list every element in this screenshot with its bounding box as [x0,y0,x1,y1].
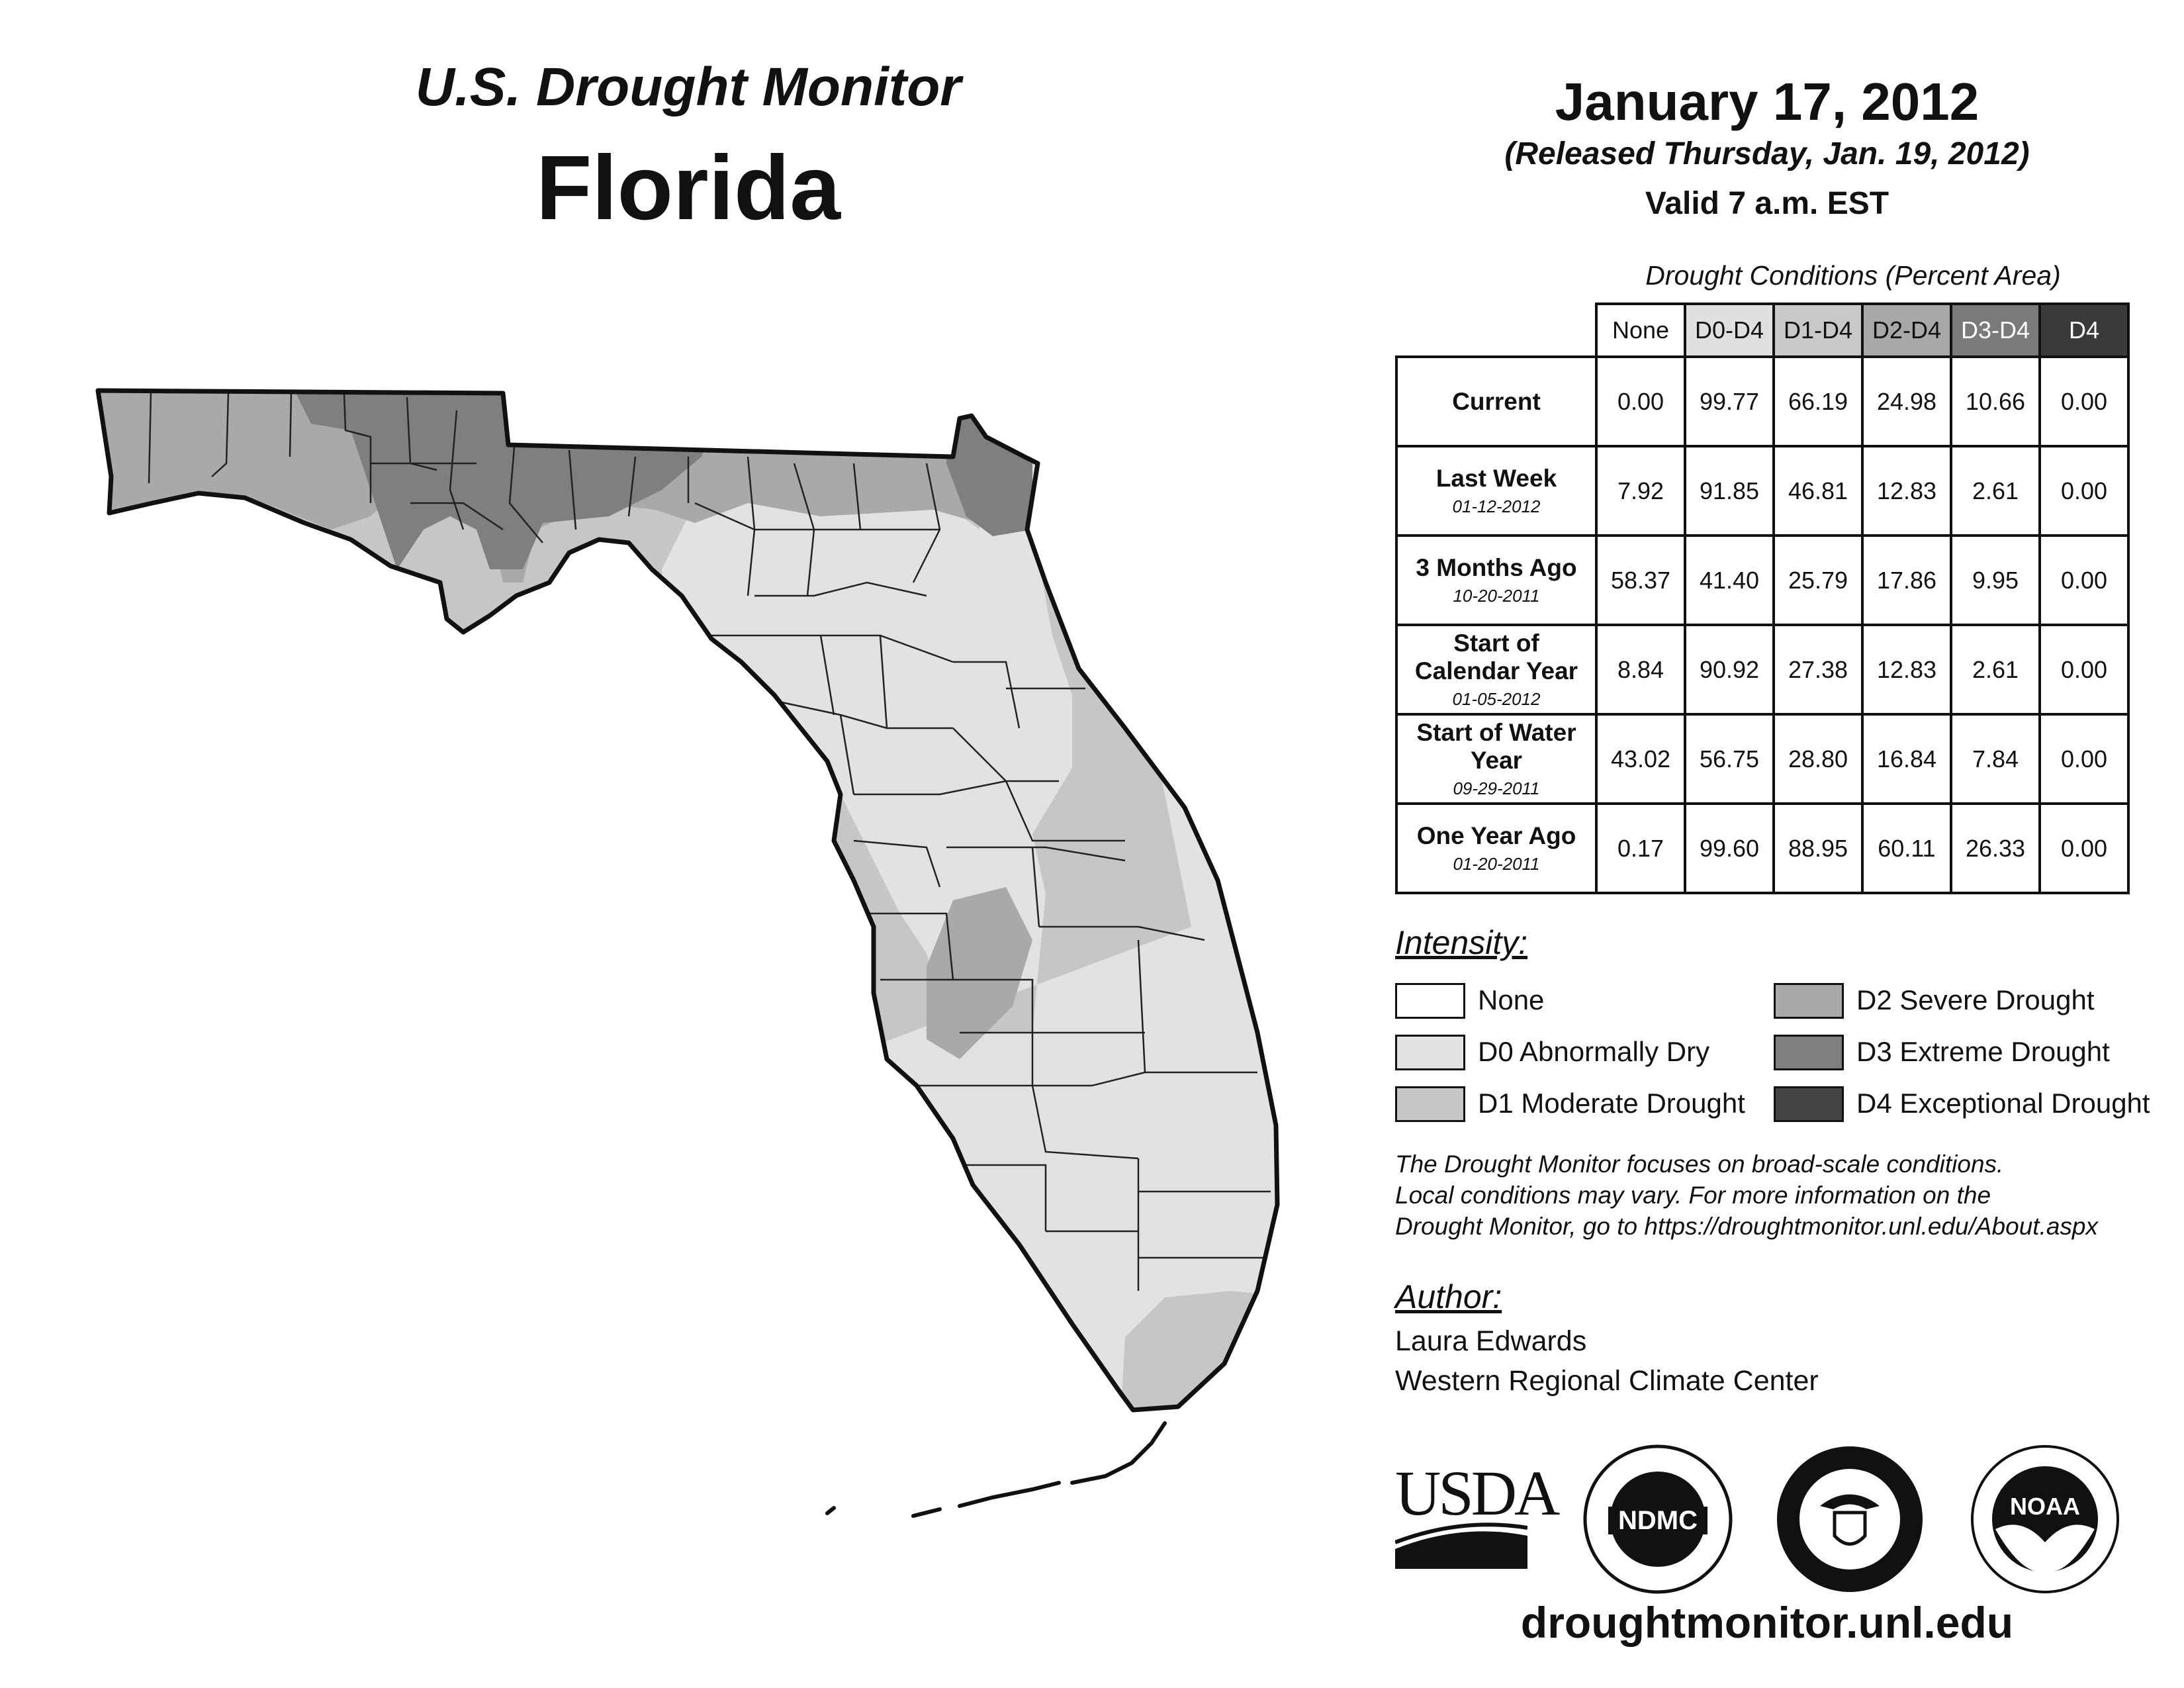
ndmc-logo [1582,1443,1734,1595]
legend-label: D1 Moderate Drought [1478,1088,1745,1119]
note-line-3: Drought Monitor, go to https://droughtmonitor.unl.edu/About.aspx [1395,1213,2098,1240]
legend-swatch [1774,983,1844,1019]
author-name: Laura Edwards [1395,1325,1587,1357]
column-header-0: None [1596,304,1685,357]
value-cell: 99.60 [1685,804,1774,893]
column-header-5: D4 [2040,304,2128,357]
value-cell: 41.40 [1685,536,1774,625]
value-cell: 56.75 [1685,714,1774,804]
value-cell: 7.92 [1596,446,1685,536]
value-cell: 12.83 [1862,446,1951,536]
legend-label: D2 Severe Drought [1856,984,2095,1015]
value-cell: 17.86 [1862,536,1951,625]
value-cell: 0.00 [2040,446,2128,536]
commerce-seal [1774,1443,1926,1595]
row-label: Start of Water Year [1416,719,1576,774]
value-cell: 0.00 [2040,357,2128,446]
table-row [1396,446,2128,536]
value-cell: 8.84 [1596,625,1685,714]
table-row [1396,536,2128,625]
note-line-2: Local conditions may vary. For more information on the [1395,1182,1991,1209]
noaa-logo-text: NOAA [2010,1493,2080,1520]
row-date: 10-20-2011 [1453,586,1540,606]
info-note [1395,1149,2176,1242]
value-cell: 12.83 [1862,625,1951,714]
value-cell: 27.38 [1774,625,1862,714]
value-cell: 10.66 [1951,357,2040,446]
value-cell: 66.19 [1774,357,1862,446]
value-cell: 0.00 [2040,714,2128,804]
value-cell: 88.95 [1774,804,1862,893]
legend-title: Intensity: [1395,924,1528,961]
legend-swatch [1774,1035,1844,1070]
value-cell: 24.98 [1862,357,1951,446]
note-line-1: The Drought Monitor focuses on broad-scale conditions. [1395,1150,2004,1178]
legend-swatch [1395,1086,1465,1122]
florida-keys [827,1423,1165,1516]
product-title: U.S. Drought Monitor [415,57,962,117]
table-row [1396,714,2128,804]
row-date: 01-20-2011 [1453,854,1540,874]
legend-label: D3 Extreme Drought [1856,1036,2110,1067]
value-cell: 43.02 [1596,714,1685,804]
legend-swatch [1395,983,1465,1019]
ndmc-logo-text: NDMC [1618,1506,1698,1535]
value-cell: 0.17 [1596,804,1685,893]
value-cell: 7.84 [1951,714,2040,804]
value-cell: 46.81 [1774,446,1862,536]
value-cell: 99.77 [1685,357,1774,446]
noaa-logo [1969,1443,2121,1595]
row-label-cell [1396,536,1596,625]
legend-swatch [1774,1086,1844,1122]
table-row [1396,625,2128,714]
valid-time: Valid 7 a.m. EST [1645,186,1889,221]
value-cell: 9.95 [1951,536,2040,625]
column-header-4: D3-D4 [1951,304,2040,357]
legend-label: None [1478,984,1545,1015]
value-cell: 90.92 [1685,625,1774,714]
table-corner [1396,304,1596,357]
author-organization: Western Regional Climate Center [1395,1365,1819,1397]
column-header-1: D0-D4 [1685,304,1774,357]
map-date: January 17, 2012 [1555,72,1979,131]
row-label: Start of Calendar Year [1414,630,1578,684]
row-label: Last Week [1435,465,1557,492]
value-cell: 2.61 [1951,625,2040,714]
row-label-cell [1396,625,1596,714]
value-cell: 2.61 [1951,446,2040,536]
value-cell: 0.00 [1596,357,1685,446]
column-header-2: D1-D4 [1774,304,1862,357]
usda-logo-swoosh [1395,1523,1527,1569]
row-date: 09-29-2011 [1453,778,1540,798]
value-cell: 25.79 [1774,536,1862,625]
value-cell: 0.00 [2040,536,2128,625]
value-cell: 28.80 [1774,714,1862,804]
value-cell: 91.85 [1685,446,1774,536]
value-cell: 0.00 [2040,625,2128,714]
row-label-cell [1396,446,1596,536]
value-cell: 26.33 [1951,804,2040,893]
table-row [1396,804,2128,893]
row-date: 01-12-2012 [1452,496,1541,516]
release-date: (Released Thursday, Jan. 19, 2012) [1504,136,2030,171]
value-cell: 0.00 [2040,804,2128,893]
legend-swatch [1395,1035,1465,1070]
row-label: 3 Months Ago [1416,554,1577,581]
table-row [1396,357,2128,446]
legend-label: D4 Exceptional Drought [1856,1088,2150,1119]
value-cell: 16.84 [1862,714,1951,804]
state-title: Florida [535,137,841,239]
legend-label: D0 Abnormally Dry [1478,1036,1710,1067]
row-label-cell [1396,357,1596,446]
usda-logo: USDA [1395,1458,1558,1528]
value-cell: 60.11 [1862,804,1951,893]
row-label: Current [1452,387,1541,415]
drought-conditions-table [1395,303,2130,894]
row-date: 01-05-2012 [1452,689,1541,709]
site-url[interactable]: droughtmonitor.unl.edu [1520,1598,2014,1647]
row-label-cell [1396,804,1596,893]
column-header-3: D2-D4 [1862,304,1951,357]
author-title: Author: [1395,1278,1502,1315]
table-caption: Drought Conditions (Percent Area) [1645,260,2061,291]
row-label-cell [1396,714,1596,804]
value-cell: 58.37 [1596,536,1685,625]
row-label: One Year Ago [1416,822,1576,849]
